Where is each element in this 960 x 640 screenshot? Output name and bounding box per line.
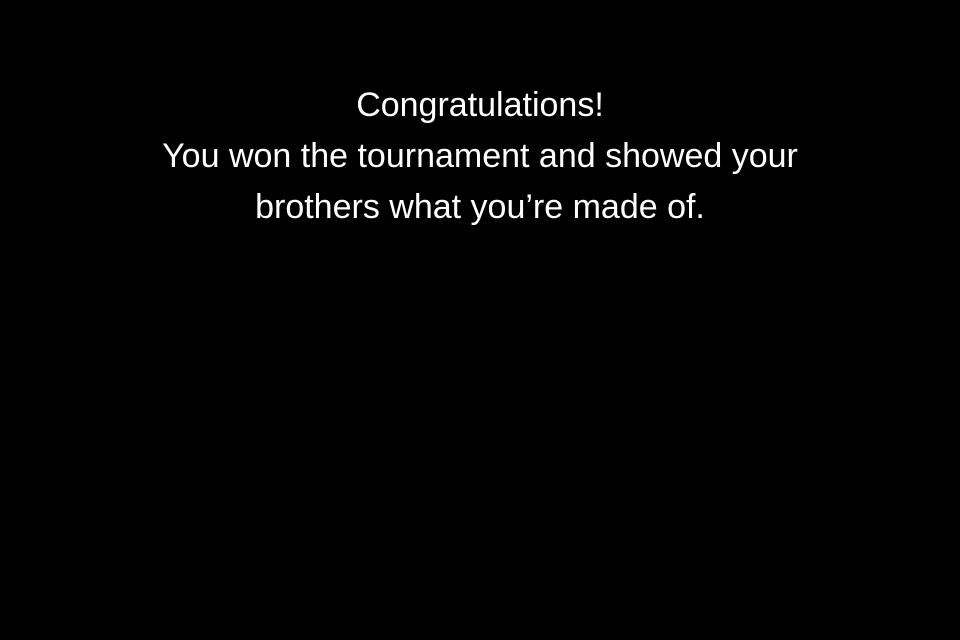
victory-message — [0, 80, 960, 233]
message-line-2: brothers what you’re made of. — [255, 188, 705, 226]
message-line-1: You won the tournament and showed your — [162, 137, 798, 175]
message-title: Congratulations! — [356, 86, 604, 124]
